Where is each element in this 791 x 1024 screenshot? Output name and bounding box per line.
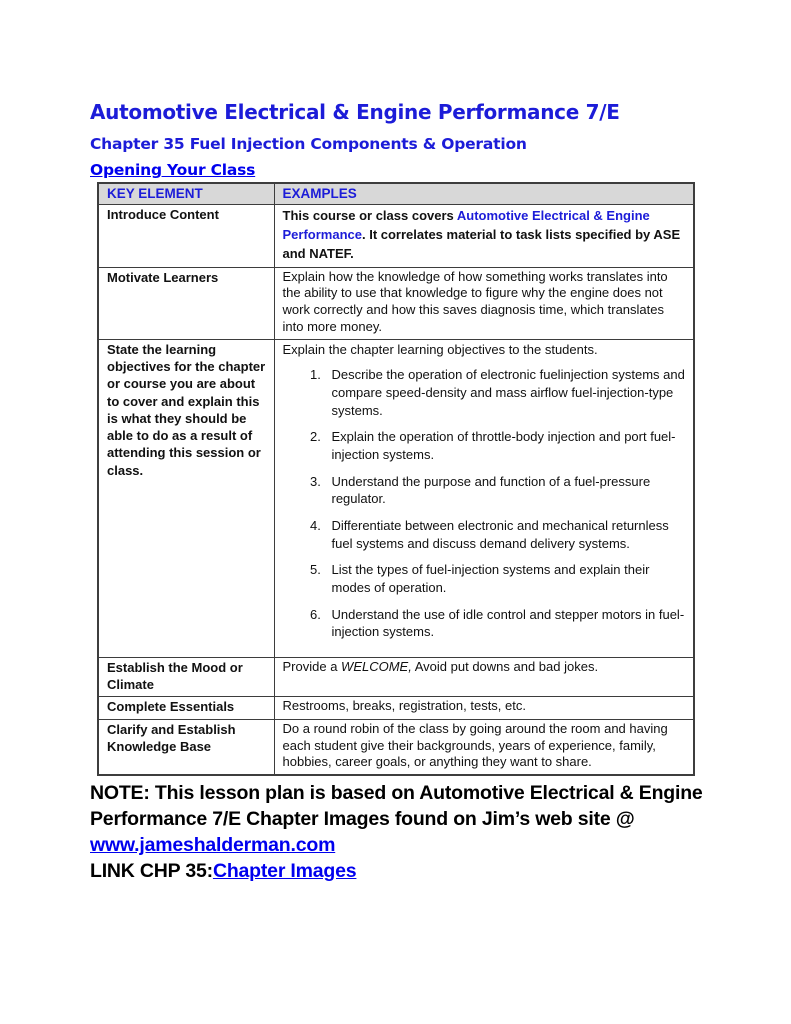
table-row [98, 267, 694, 339]
objective-item: 6. Understand the use of idle control and stepper motors in fuel-injection systems. [325, 606, 686, 641]
key-element-cell: Clarify and Establish Knowledge Base [98, 719, 274, 775]
lesson-plan-table [97, 182, 695, 776]
table-header-row [98, 183, 694, 205]
example-cell: Do a round robin of the class by going around the room and having each student give their backgrounds, years of experience, family, hobbies, career goals, or anything they want to share. [274, 719, 694, 775]
chapter-images-link[interactable]: Chapter Images [212, 860, 357, 883]
example-text: This course or class covers [282, 208, 457, 223]
key-element-cell: State the learning objectives for the chapter or course you are about to cover and explain this is what they should be able to do as a result of attending this session or class. [98, 339, 274, 657]
objective-item: 4. Differentiate between electronic and mechanical returnless fuel systems and discuss demand delivery systems. [325, 517, 686, 552]
example-cell: Restrooms, breaks, registration, tests, etc. [274, 697, 694, 719]
example-text: Avoid put downs and bad jokes. [411, 658, 599, 674]
example-text: Provide a [282, 658, 342, 674]
column-header-key-element: KEY ELEMENT [98, 183, 274, 205]
link-label: LINK CHP 35: [90, 860, 213, 883]
document-title: Automotive Electrical & Engine Performance 7/E [90, 100, 620, 124]
opening-your-class-link[interactable]: Opening Your Class [90, 161, 256, 179]
objectives-list [283, 366, 686, 641]
objective-item: 5. List the types of fuel-injection systems and explain their modes of operation. [325, 561, 686, 596]
objective-item: 2. Explain the operation of throttle-body injection and port fuel-injection systems. [325, 428, 686, 463]
note-paragraph [90, 781, 703, 859]
note-text: NOTE: This lesson plan is based on Automotive Electrical & Engine Performance 7/E Chapter Images found on Jim’s web site @ [90, 782, 703, 831]
welcome-emphasis: WELCOME, [341, 658, 412, 674]
objective-item: 3. Understand the purpose and function of a fuel-pressure regulator. [325, 473, 686, 508]
example-cell [274, 657, 694, 697]
jameshalderman-website-link[interactable]: www.jameshalderman.com [90, 834, 336, 857]
table-row [98, 657, 694, 697]
chapter-subtitle: Chapter 35 Fuel Injection Components & Operation [90, 135, 527, 153]
key-element-cell: Complete Essentials [98, 697, 274, 719]
example-cell [274, 339, 694, 657]
objectives-intro: Explain the chapter learning objectives to the students. [282, 341, 598, 357]
key-element-cell: Motivate Learners [98, 267, 274, 339]
table-row [98, 339, 694, 657]
example-cell [274, 205, 694, 268]
example-cell: Explain how the knowledge of how something works translates into the ability to use that knowledge to figure why the engine does not work correctly and how this saves diagnosis time, which translates into more money. [274, 267, 694, 339]
column-header-examples: EXAMPLES [274, 183, 694, 205]
table-row [98, 719, 694, 775]
table-row [98, 205, 694, 268]
key-element-cell: Establish the Mood or Climate [98, 657, 274, 697]
table-row [98, 697, 694, 719]
example-text: . It correlates material to task lists specified by ASE and NATEF. [282, 227, 681, 262]
objective-item: 1. Describe the operation of electronic fuelinjection systems and compare speed-density and mass airflow fuel-injection-type systems. [325, 366, 686, 419]
course-name-highlight: Automotive Electrical & Engine Performance [282, 208, 650, 243]
key-element-cell: Introduce Content [98, 205, 274, 268]
chapter-link-line [90, 859, 703, 885]
